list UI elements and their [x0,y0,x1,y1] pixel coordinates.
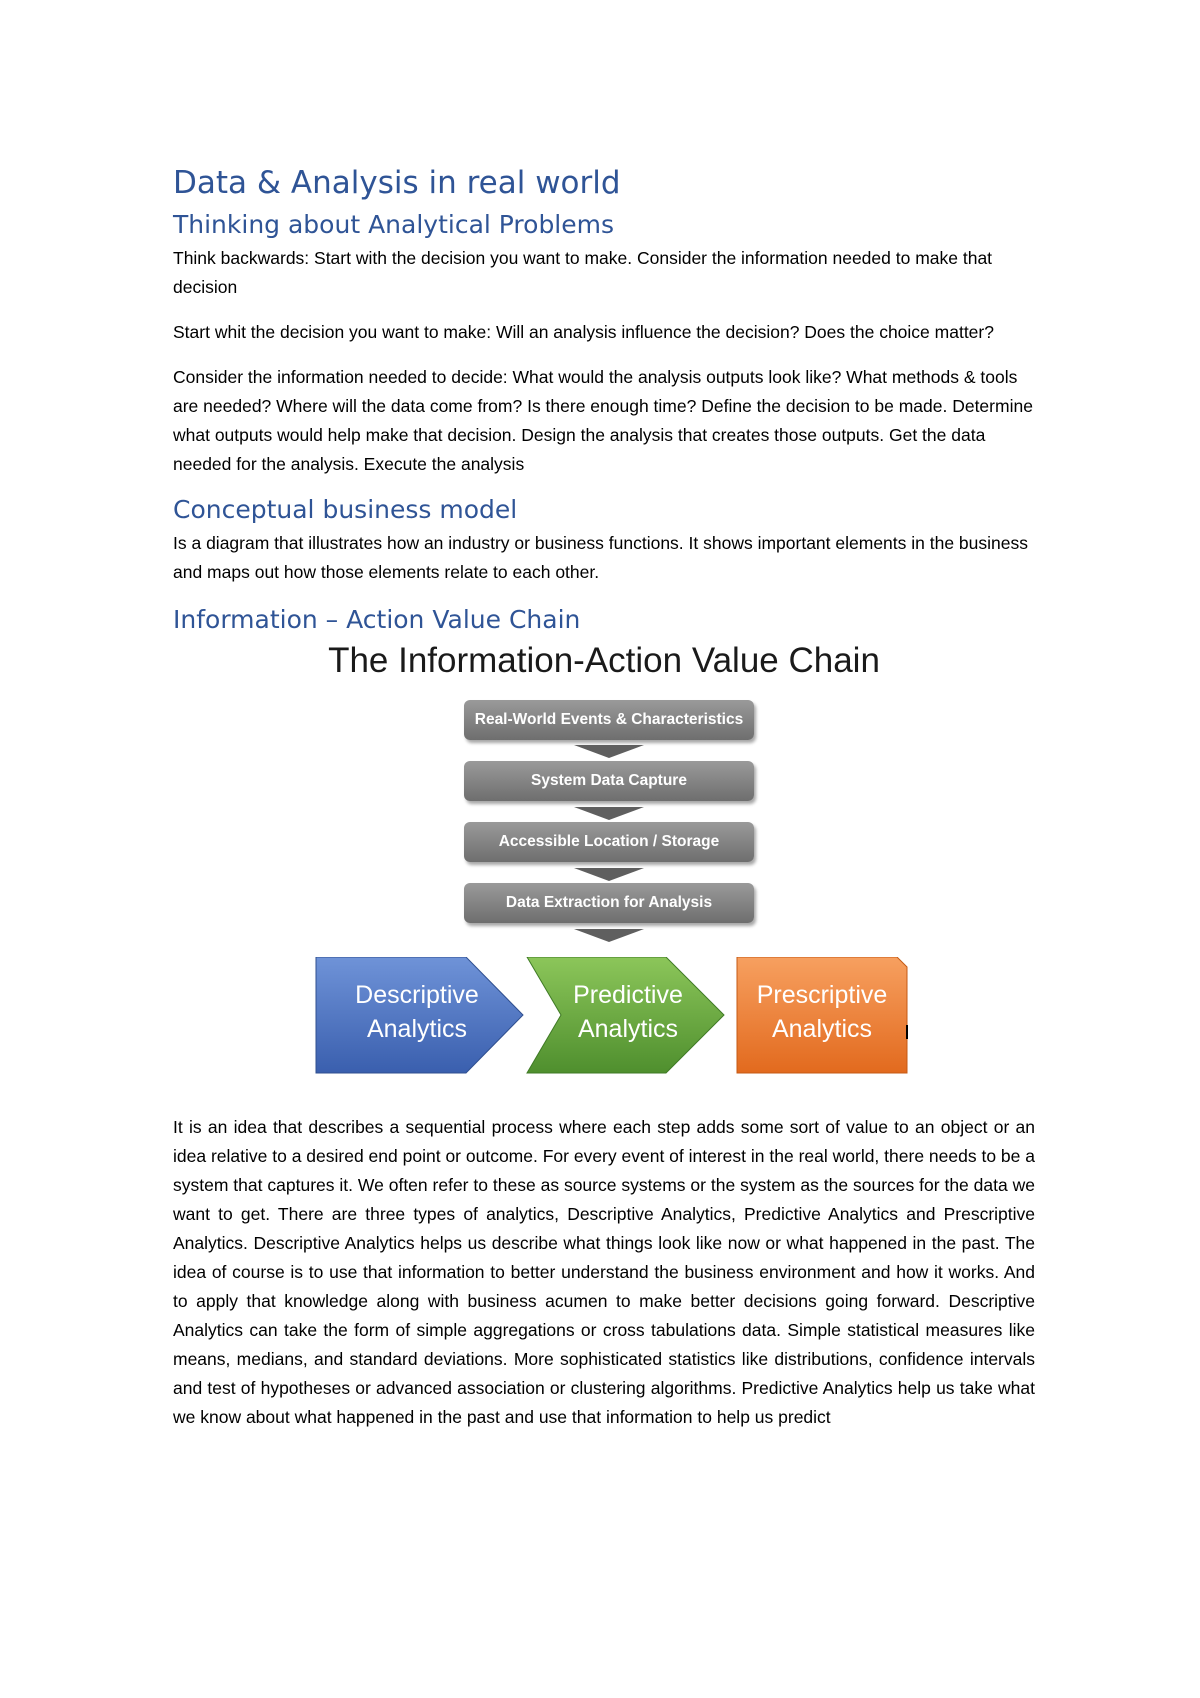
paragraph-value-chain-body: It is an idea that describes a sequential process where each step adds some sort of value to an object or an idea relative to a desired end point or outcome. For every event of interest in the real world, there needs to be a system that captures it. We often refer to these as source systems or the system as the sources for the data we want to get. There are three types of analytics, Descriptive Analytics, Predictive Analytics and Prescriptive Analytics. Descriptive Analytics helps us describe what things look like now or what happened in the past. The idea of course is to use that information to better understand the business environment and how it works. And to apply that knowledge along with business acumen to make better decisions going forward. Descriptive Analytics can take the form of simple aggregations or cross tabulations data. Simple statistical measures like means, medians, and standard deviations. More sophisticated statistics like distributions, confidence intervals and test of hypotheses or advanced association or clustering algorithms. Predictive Analytics help us take what we know about what happened in the past and use that information to help us predict [173,1117,1035,1427]
down-arrow-icon [574,807,644,820]
step-data-extraction: Data Extraction for Analysis [464,883,754,923]
down-arrow-icon [574,868,644,881]
heading-conceptual-model: Conceptual business model [173,495,518,524]
descriptive-label: Descriptive Analytics [355,981,479,1043]
text-cursor-mark [906,1025,908,1039]
paragraph-conceptual-model: Is a diagram that illustrates how an industry or business functions. It shows important elements in the business and maps out how those elements relate to each other. [173,533,1029,582]
heading-value-chain: Information – Action Value Chain [173,605,581,634]
page-title: Data & Analysis in real world [173,165,621,201]
predictive-label: Predictive Analytics [573,981,683,1043]
step-system-data-capture: System Data Capture [464,761,754,801]
step-accessible-location: Accessible Location / Storage [464,822,754,862]
step-real-world-events: Real-World Events & Characteristics [464,700,754,740]
paragraph-think-backwards: Think backwards: Start with the decision you want to make. Consider the information needed to make that decision [173,248,993,297]
heading-analytical-problems: Thinking about Analytical Problems [173,210,615,239]
down-arrow-icon [574,745,644,758]
prescriptive-label: Prescriptive Analytics [756,981,888,1043]
paragraph-consider-information: Consider the information needed to decide: What would the analysis outputs look like? What methods & tools are needed? Where will the data come from? Is there enough time? Define the decision to be made. Determine what outputs would help make that decision. Design the analysis that creates those outputs. Get the data needed for the analysis. Execute the analysis [173,367,1033,474]
paragraph-start-with-decision: Start whit the decision you want to make: Will an analysis influence the decision? Does the choice matter? [173,322,994,342]
value-chain-diagram [173,639,1035,1113]
down-arrow-icon [574,929,644,942]
diagram-title: The Information-Action Value Chain [328,641,880,680]
document-page [173,160,1035,1432]
